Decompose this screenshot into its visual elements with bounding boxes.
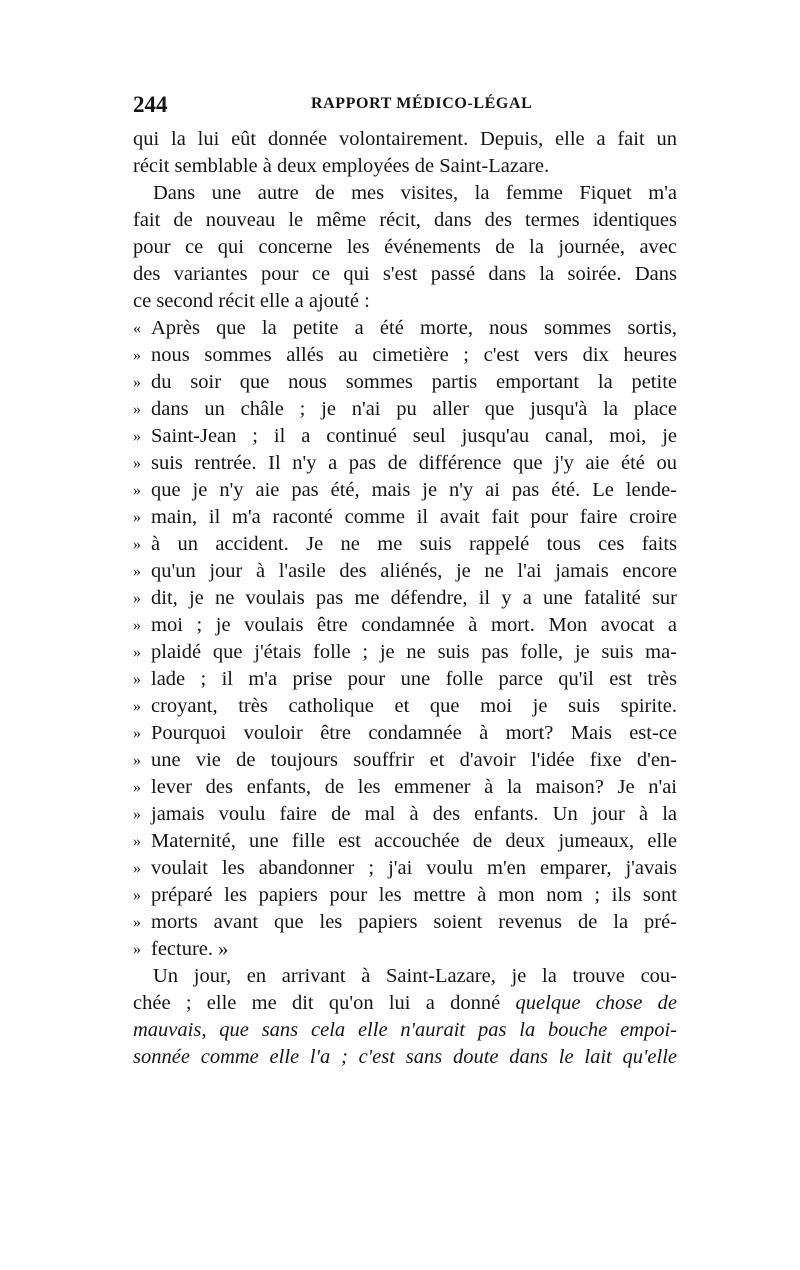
text-line (133, 558, 677, 585)
text-line (133, 126, 677, 153)
quote-mark: » (133, 671, 141, 688)
line-text: plaidé que j'étais folle ; je ne suis pas folle, je suis ma- (151, 641, 677, 663)
text-line (133, 801, 677, 828)
quote-mark: » (133, 509, 141, 526)
text-line (133, 396, 677, 423)
line-text: Maternité, une fille est accouchée de deux jumeaux, elle (151, 830, 677, 852)
line-text: fecture. » (151, 938, 229, 960)
line-text: Dans une autre de mes visites, la femme Fiquet m'a (153, 182, 677, 204)
line-text: Pourquoi vouloir être condamnée à mort? Mais est-ce (151, 722, 677, 744)
quote-mark: » (133, 887, 141, 904)
text-line (133, 774, 677, 801)
quote-mark: » (133, 752, 141, 769)
line-text: récit semblable à deux employées de Saint-Lazare. (133, 155, 550, 177)
body-text (133, 126, 677, 1071)
quote-mark: « (133, 320, 141, 337)
text-line (133, 450, 677, 477)
line-text: Un jour, en arrivant à Saint-Lazare, je la trouve cou- (153, 965, 677, 987)
text-line (133, 990, 677, 1017)
line-text: ce second récit elle a ajouté : (133, 290, 370, 312)
line-text: fait de nouveau le même récit, dans des termes identiques (133, 209, 677, 231)
text-line (133, 693, 677, 720)
line-text: Après que la petite a été morte, nous sommes sortis, (151, 317, 677, 339)
text-line (133, 936, 677, 963)
quote-mark: » (133, 941, 141, 958)
text-line (133, 666, 677, 693)
line-text: moi ; je voulais être condamnée à mort. Mon avocat a (151, 614, 677, 636)
quote-mark: » (133, 806, 141, 823)
text-line (133, 1017, 677, 1044)
line-text: dans un châle ; je n'ai pu aller que jusqu'à la place (151, 398, 677, 420)
line-text: lever des enfants, de les emmener à la maison? Je n'ai (151, 776, 677, 798)
quote-mark: » (133, 536, 141, 553)
text-line (133, 234, 677, 261)
text-line (133, 369, 677, 396)
text-line (133, 153, 677, 180)
line-text: morts avant que les papiers soient revenus de la pré- (151, 911, 677, 933)
line-text: croyant, très catholique et que moi je suis spirite. (151, 695, 677, 717)
text-line (133, 261, 677, 288)
page-header (133, 92, 677, 120)
quote-mark: » (133, 914, 141, 931)
quote-mark: » (133, 617, 141, 634)
text-line (133, 531, 677, 558)
italic-text: mauvais, que sans cela elle n'aurait pas la bouche empoi- (133, 1019, 677, 1041)
line-text: chée ; elle me dit qu'on lui a donné (133, 992, 516, 1014)
line-text: Saint-Jean ; il a continué seul jusqu'au canal, moi, je (151, 425, 677, 447)
quote-mark: » (133, 725, 141, 742)
text-line (133, 180, 677, 207)
line-text: dit, je ne voulais pas me défendre, il y a une fatalité sur (151, 587, 677, 609)
quote-mark: » (133, 698, 141, 715)
text-line (133, 315, 677, 342)
quote-mark: » (133, 644, 141, 661)
line-text: voulait les abandonner ; j'ai voulu m'en emparer, j'avais (151, 857, 677, 879)
line-text: une vie de toujours souffrir et d'avoir l'idée fixe d'en- (151, 749, 677, 771)
line-text: lade ; il m'a prise pour une folle parce qu'il est très (151, 668, 677, 690)
quote-mark: » (133, 779, 141, 796)
line-text: pour ce qui concerne les événements de la journée, avec (133, 236, 677, 258)
text-line (133, 1044, 677, 1071)
text-line (133, 342, 677, 369)
quote-mark: » (133, 455, 141, 472)
quote-mark: » (133, 590, 141, 607)
text-line (133, 612, 677, 639)
text-line (133, 747, 677, 774)
quote-mark: » (133, 347, 141, 364)
text-line (133, 720, 677, 747)
running-head: RAPPORT MÉDICO-LÉGAL (311, 95, 533, 112)
quote-mark: » (133, 860, 141, 877)
page-number: 244 (133, 92, 168, 117)
line-text: nous sommes allés au cimetière ; c'est vers dix heures (151, 344, 677, 366)
text-line (133, 963, 677, 990)
quote-mark: » (133, 401, 141, 418)
line-text: qui la lui eût donnée volontairement. Depuis, elle a fait un (133, 128, 677, 150)
line-text: qu'un jour à l'asile des aliénés, je ne l'ai jamais encore (151, 560, 677, 582)
text-line (133, 477, 677, 504)
text-line (133, 882, 677, 909)
text-line (133, 288, 677, 315)
text-line (133, 504, 677, 531)
quote-mark: » (133, 833, 141, 850)
line-text: main, il m'a raconté comme il avait fait pour faire croire (151, 506, 677, 528)
quote-mark: » (133, 563, 141, 580)
quote-mark: » (133, 374, 141, 391)
line-text: du soir que nous sommes partis emportant la petite (151, 371, 677, 393)
text-line (133, 207, 677, 234)
line-text: que je n'y aie pas été, mais je n'y ai pas été. Le lende- (151, 479, 677, 501)
italic-text: sonnée comme elle l'a ; c'est sans doute dans le lait qu'elle (133, 1046, 677, 1068)
text-line (133, 828, 677, 855)
italic-text: quelque chose de (515, 992, 677, 1014)
text-line (133, 855, 677, 882)
quote-mark: » (133, 428, 141, 445)
line-text: préparé les papiers pour les mettre à mon nom ; ils sont (151, 884, 677, 906)
text-line (133, 585, 677, 612)
text-line (133, 423, 677, 450)
text-line (133, 909, 677, 936)
line-text: à un accident. Je ne me suis rappelé tous ces faits (151, 533, 677, 555)
text-line (133, 639, 677, 666)
quote-mark: » (133, 482, 141, 499)
line-text: jamais voulu faire de mal à des enfants. Un jour à la (151, 803, 677, 825)
line-text: des variantes pour ce qui s'est passé dans la soirée. Dans (133, 263, 677, 285)
line-text: suis rentrée. Il n'y a pas de différence que j'y aie été ou (151, 452, 677, 474)
